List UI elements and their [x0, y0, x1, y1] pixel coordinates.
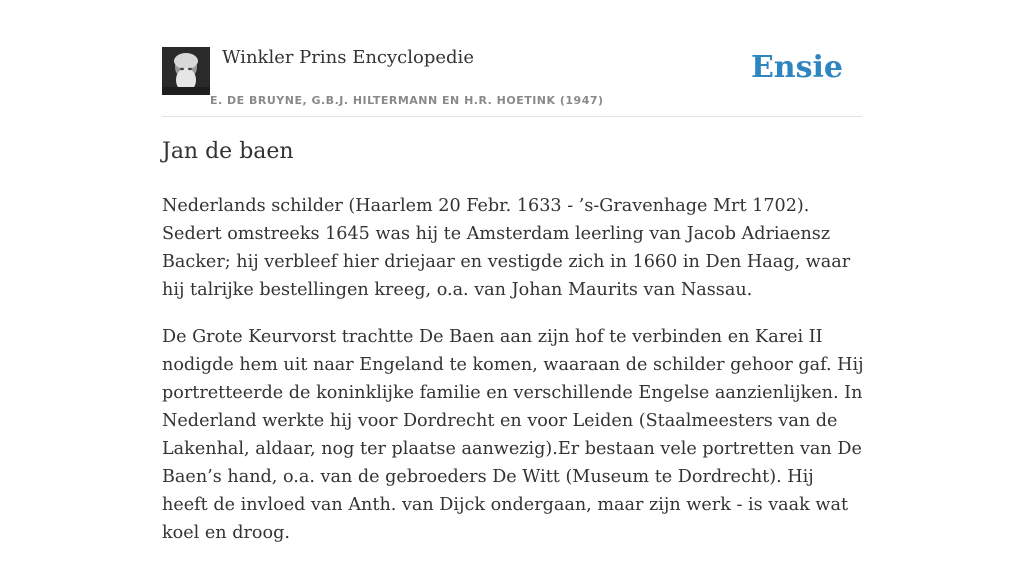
article-title: Jan de baen	[162, 139, 294, 164]
source-header	[162, 44, 862, 117]
source-authors: E. DE BRUYNE, G.B.J. HILTERMANN EN H.R. HOETINK (1947)	[210, 94, 604, 107]
article-body	[162, 192, 864, 566]
article-paragraph: Nederlands schilder (Haarlem 20 Febr. 1633 - ’s-Gravenhage Mrt 1702). Sedert omstreeks 1645 was hij te Amsterdam leerling van Jacob Adriaensz Backer; hij verbleef hier driejaar en vestigde zich in 1660 in Den Haag, waar hij talrijke bestellingen kreeg, o.a. van Johan Maurits van Nassau.	[162, 196, 851, 300]
source-title[interactable]: Winkler Prins Encyclopedie	[222, 47, 474, 68]
brand-logo[interactable]: Ensie	[750, 50, 843, 85]
article-paragraph: De Grote Keurvorst trachtte De Baen aan zijn hof te verbinden en Karei II nodigde hem uit naar Engeland te komen, waaraan de schilder gehoor gaf. Hij portretteerde de koninklijke familie en verschillende Engelse aanzienlijken. In Nederland werkte hij voor Dordrecht en voor Leiden (Staalmeesters van de Lakenhal, aldaar, nog ter plaatse aanwezig).Er bestaan vele portretten van De Baen’s hand, o.a. van de gebroeders De Witt (Museum te Dordrecht). Hij heeft de invloed van Anth. van Dijck ondergaan, maar zijn werk - is vaak wat koel en droog.	[162, 327, 864, 543]
author-avatar[interactable]	[162, 47, 210, 95]
portrait-icon	[162, 47, 210, 95]
